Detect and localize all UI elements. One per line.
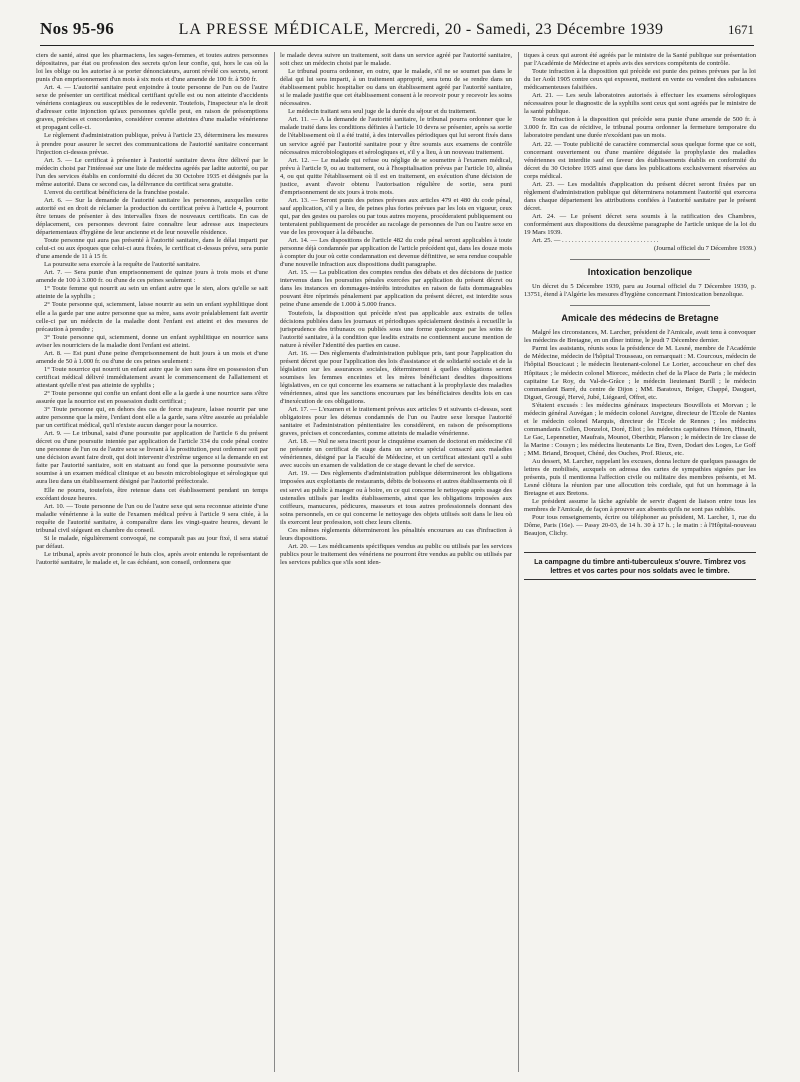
paragraph: Art. 12. — Le malade qui refuse ou néglige de se soumettre à l'examen médical, prévu à l'article 9, ou au traitement, ou à l'hospitalisation prévus par l'article 10, alinéa 4, ou qui quitte l'établissement où il est en traitement, en exécution d'une décision de justice, avant d'avoir obtenu l'autorisation régulière de sortie, sera puni d'emprisonnement de six jours à trois mois.: [280, 156, 512, 196]
paragraph: 2° Toute personne qui confie un enfant dont elle a la garde à une nourrice sans s'être assurée que la nourrice est en possession dudit certificat ;: [36, 389, 268, 406]
paragraph: Un décret du 5 Décembre 1939, paru au Journal officiel du 7 Décembre 1939, p. 13751, étend à l'Algérie les mesures d'hygiène concernant l'intoxication benzolique.: [524, 283, 756, 299]
column-1: [36, 52, 268, 1074]
column-3: [524, 52, 756, 1074]
section-rule: [570, 259, 709, 260]
paragraph: Art. 11. — A la demande de l'autorité sanitaire, le tribunal pourra ordonner que le malade traité dans les conditions définies à l'article 10 devra se présenter, après sa sortie de l'établissement où il a été traité, à des intervalles périodiques qui lui seront fixés dans un service agréé par l'autorité sanitaire pour y être soumis aux examens de contrôle nécessaires microbiologiques et sérologiques et, s'il y a lieu, à un nouveau traitement.: [280, 116, 512, 156]
paragraph: Art. 9. — Le tribunal, saisi d'une poursuite par application de l'article 6 du présent décret ou d'une poursuite intentée par application de l'article 334 du code pénal contre une personne de l'un ou de l'autre sexe se livrant à la prostitution, peut ordonner soit par une décision avant faire droit, qui doit intervenir d'extrême urgence si la demande en est faite par l'autorité sanitaire, soit en statuant au fond que la personne poursuivie sera soumise à un examen médical clinique et au besoin microbiologique et sérologique qui aura lieu dans un établissement désigné par l'autorité préfectorale.: [36, 430, 268, 486]
paragraph: Le président assume la tâche agréable de servir d'agent de liaison entre tous les membres de l'Amicale, de façon à prouver aux absents qu'ils ne sont pas oubliés.: [524, 498, 756, 514]
paragraph: Art. 18. — Nul ne sera inscrit pour le cinquième examen de doctorat en médecine s'il ne présente un certificat de stage dans un service spécial consacré aux maladies vénériennes, désigné par la Faculté de Médecine, et un certificat attestant qu'il a subi avec succès un examen de validation de ce stage devant le chef de service.: [280, 438, 512, 470]
paragraph: Au dessert, M. Larcher, rappelant les excuses, donna lecture de quelques passages de lettres de mobilisés, auxquels on adressa des cartes de sympathies signées par les présents, puis il mentionna l'affection civile ou militaire des membres présents, et M. Lesné clôtura la réunion par une allocution très cordiale, qui fut un hommage à la Bretagne et aux Bretons.: [524, 458, 756, 498]
paragraph: Art. 20. — Les médicaments spécifiques vendus au public ou utilisés par les services publics pour le traitement des vénériens ne pourront être vendus au public ou utilisés par les services publics que s'ils sont iden-: [280, 542, 512, 566]
paragraph: Art. 19. — Des règlements d'administration publique détermineront les obligations imposées aux exploitants de restaurants, débits de boissons et autres établissements où il est servi au public à manger ou à boire, en ce qui concerne le nettoyage après usage des ustensiles utilisés par lesdits établissements, ainsi que les obligations imposées aux coiffeurs, manucures, pédicures, masseurs et tous autres professionnels donnant des soins personnels, en ce qui concerne le nettoyage des objets utilisés soit dans le lieu où ils exercent leur profession, soit chez leurs clients.: [280, 470, 512, 526]
paragraph: Art. 21. — Les seuls laboratoires autorisés à effectuer les examens sérologiques nécessaires pour le diagnostic de la syphilis sont ceux qui sont agréés par le ministre de la santé publique.: [524, 92, 756, 116]
section-benzol-body: [524, 283, 756, 299]
paragraph: (Journal officiel du 7 Décembre 1939.): [653, 245, 756, 253]
journal-name: LA PRESSE MÉDICALE,: [178, 21, 370, 38]
paragraph: Si le malade, régulièrement convoqué, ne comparaît pas au jour fixé, il sera statué par défaut.: [36, 534, 268, 550]
paragraph: Art. 8. — Est puni d'une peine d'emprisonnement de huit jours à un mois et d'une amende de 50 à 1.000 fr. ou d'une de ces peines seulement :: [36, 349, 268, 365]
paragraph: Le tribunal pourra ordonner, en outre, que le malade, s'il ne se soumet pas dans le délai qui lui sera imparti, à un traitement approprié, sera tenu de se rendre dans un établissement public hospitalier ou dans un établissement agréé par l'autorité sanitaire, si le malade justifie que cet établissement consent à le recevoir pour y recevoir les soins nécessaires.: [280, 68, 512, 108]
paragraph: 1° Toute femme qui nourrit au sein un enfant autre que le sien, alors qu'elle se sait atteinte de la syphilis ;: [36, 285, 268, 301]
paragraph: 2° Toute personne qui, sciemment, laisse nourrir au sein un enfant syphilitique dont elle a la garde par une autre personne que sa mère, sans avoir préalablement fait avertir celle-ci par un médecin de la maladie dont l'enfant est atteint et des mesures de précaution à prendre ;: [36, 301, 268, 333]
paragraph: ciers de santé, ainsi que les pharmaciens, les sages-femmes, et toutes autres personnes dépositaires, par état ou profession des secrets qu'on leur confie, qui, hors le cas où la loi les oblige ou les autorise à se porter dénonciateurs, auront révélé ces secrets, seront punis d'un emprisonnement d'un mois à six mois et d'une amende de 100 fr. à 500 fr.: [36, 52, 268, 84]
paragraph: Elle ne pourra, toutefois, être retenue dans cet établissement pendant un temps excédant douze heures.: [36, 486, 268, 502]
section-title-benzol: Intoxication benzolique: [587, 267, 693, 278]
paragraph: Art. 16. — Des règlements d'administration publique pris, tant pour l'application du présent décret que pour l'application des lois d'assistance et de solidarité sociale et de la législation sur les assurances sociales, détermineront à quelles obligations seront soumises les femmes enceintes et les mères bénéficiant desdites dispositions législatives, en ce qui concerne les examens se rattachant à la prophylaxie des maladies vénériennes, ainsi que les sanctions encourues par les bénéficiaires desdits lois en cas d'inexécution de ces obligations.: [280, 349, 512, 406]
article-columns: [36, 52, 756, 1074]
paragraph: La poursuite sera exercée à la requête de l'autorité sanitaire.: [44, 261, 201, 269]
section-title-amicale: Amicale des médecins de Bretagne: [561, 313, 719, 324]
paragraph: Le tribunal, après avoir prononcé le huis clos, après avoir entendu le représentant de l'autorité sanitaire, le malade et, le cas échéant, son conseil, ordonnera que: [36, 550, 268, 566]
paragraph: Art. 13. — Seront punis des peines prévues aux articles 479 et 480 du code pénal, sauf application, s'il y a lieu, de peines plus fortes prévues par les lois en vigueur, ceux qui, par des gestes ou paroles ou par tous autres moyens, procéderaient publiquement ou tenteraient publiquement de procéder au racolage de personnes de l'un ou l'autre sexe en vue de les provoquer à la débauche.: [280, 196, 512, 237]
paragraph: Pour tous renseignements, écrire ou téléphoner au président, M. Larcher, 1, rue du Dôme, Paris (16e). — Passy 20-03, de 14 h. 30 à 17 h. ; le matin : à l'Hôpital-nouveau Beaujon, Clichy.: [524, 514, 756, 538]
paragraph: Art. 6. — Sur la demande de l'autorité sanitaire les personnes, auxquelles cette autorité est en droit de réclamer la production du certificat prévu à l'article 4, pourront être tenues de présenter à des intervalles fixes de nouveaux certificats. En cas de déplacement, ces personnes devront faire connaître leur adresse aux inspecteurs départementaux d'hygiène de leur ancienne et de leur nouvelle résidence.: [36, 196, 268, 237]
issue-number: Nos 95-96: [40, 19, 115, 38]
paragraph: Art. 15. — La publication des comptes rendus des débats et des décisions de justice intervenus dans les poursuites pénales exercées par application du présent décret ou dans les instances en dommages-intérêts introduites en raison de faits dommageables pouvant être réprimés pénalement par application du présent décret, est interdite sous peine d'une amende de 1.000 à 5.000 francs.: [280, 269, 512, 309]
column-2: [280, 52, 512, 1074]
paragraph: le malade devra suivre un traitement, soit dans un service agréé par l'autorité sanitaire, soit chez un médecin choisi par le malade.: [280, 52, 512, 68]
paragraph: Art. 22. — Toute publicité de caractère commercial sous quelque forme que ce soit, concernant ouvertement ou d'une manière déguisée la prophylaxie des maladies vénériennes est interdite sauf en faveur des établissements établis en conformité du décret du 30 Octobre 1935 ainsi que dans les publications exclusivement réservées au corps médical.: [524, 140, 756, 180]
paragraph: 3° Toute personne qui, en dehors des cas de force majeure, laisse nourrir par une autre personne que la mère, l'enfant dont elle a la garde, sans s'être assurée au préalable par un certificat médical, qu'il n'existe aucun danger pour la nourrice.: [36, 406, 268, 430]
paragraph: Toute infraction à la disposition qui précède sera punie d'une amende de 500 fr. à 3.000 fr. En cas de récidive, le tribunal pourra ordonner la fermeture temporaire du laboratoire pendant une durée n'excédant pas un mois.: [524, 116, 756, 140]
paragraph: Parmi les assistants, réunis sous la présidence de M. Lesné, membre de l'Académie de Médecine, médecin de l'hôpital Trousseau, on remarquait : M. Courcoux, médecin de l'hôpital Boucicaut ; le médecin lieutenant-colonel Le Lorier, accoucheur en chef des Hôpitaux ; le médecin colonel Miorcec, médecin chef de la Place de Paris ; le médecin capitaine Le Roy, du Val-de-Grâce ; le médecin lieutenant Burill ; le médecin commandant Barré, du centre de Dijon ; MM. Baratoux, Bréger, Chappé, Dauguet, Diguet, Grougé, Hervé, Jubé, Liégeard, Offret, etc.: [524, 345, 756, 401]
paragraph: Art. 14. — Les dispositions de l'article 482 du code pénal seront applicables à toute personne déjà condamnée par application de l'article précédent qui, dans les douze mois à compter du jour où cette condamnation est devenue définitive, se sera rendue coupable d'une nouvelle infraction aux dispositions dudit paragraphe.: [280, 237, 512, 269]
paragraph: 1° Toute nourrice qui nourrit un enfant autre que le sien sans être en possession d'un certificat médical délivré immédiatement avant le commencement de l'allaitement et attestant qu'elle n'est pas atteinte de syphilis ;: [36, 365, 268, 389]
page-header: [40, 19, 754, 46]
paragraph: Art. 5. — Le certificat à présenter à l'autorité sanitaire devra être délivré par le médecin choisi par l'intéressé sur une liste de médecins agréés par ladite autorité, ou par l'un des services établis en conformité du décret du 30 Octobre 1935 et désignés par la même autorité. Dans ce second cas, la délivrance du certificat sera gratuite.: [36, 156, 268, 188]
paragraph: Art. 24. — Le présent décret sera soumis à la ratification des Chambres, conformément aux dispositions du deuxième paragraphe de l'article unique de la loi du 19 Mars 1939.: [524, 212, 756, 237]
paragraph: tiques à ceux qui auront été agréés par le ministre de la Santé publique sur présentation par l'Académie de Médecine et après avis des services compétents de contrôle.: [524, 52, 756, 68]
paragraph: 3° Toute personne qui, sciemment, donne un enfant syphilitique en nourrice sans aviser les nourriciers de la maladie dont l'enfant est atteint.: [36, 333, 268, 349]
section-rule: [570, 305, 709, 306]
section-amicale-body: [524, 329, 756, 538]
column-divider: [518, 52, 519, 1072]
decree-continuation: [524, 52, 756, 253]
paragraph: Toute infraction à la disposition qui précède est punie des peines prévues par la loi du 1er Août 1905 contre ceux qui exposent, mettent en vente ou vendent des substances médicamenteuses falsifiées.: [524, 68, 756, 92]
paragraph: Le règlement d'administration publique, prévu à l'article 23, déterminera les mesures à prendre pour assurer le secret des communications de l'autorité sanitaire concernant l'injection ci-dessus prévue.: [36, 132, 268, 156]
paragraph: Art. 17. — L'examen et le traitement prévus aux articles 9 et suivants ci-dessus, sont obligatoires pour les détenus condamnés de l'un ou l'autre sexe lorsque l'autorité sanitaire et l'administration pénitentiaire les considèrent, en raison de présomptions graves, précises et concordantes, comme atteints de maladie vénérienne.: [280, 406, 512, 438]
paragraph: Art. 7. — Sera punie d'un emprisonnement de quinze jours à trois mois et d'une amende de 100 à 3.000 fr. ou d'une de ces peines seulement :: [36, 269, 268, 285]
paragraph: Ces mêmes règlements détermineront les pénalités encourues au cas d'infraction à leurs dispositions.: [280, 526, 512, 542]
paragraph: Toute personne qui aura pas présenté à l'autorité sanitaire, dans le délai imparti par celui-ci ou aux époques que celui-ci aura fixées, le certificat ci-dessus prévu, sera punie d'une amende de 11 à 15 fr.: [36, 237, 268, 261]
paragraph: Le médecin traitant sera seul juge de la durée du séjour et du traitement.: [288, 108, 477, 116]
paragraph: L'envoi du certificat bénéficiera de la franchise postale.: [44, 188, 190, 196]
paragraph: Art. 10. — Toute personne de l'un ou de l'autre sexe qui sera reconnue atteinte d'une maladie vénérienne à la suite de l'examen médical prévu à l'article 9 sera citée, à la requête de l'autorité sanitaire, à comparaître dans les vingt-quatre heures, devant le tribunal civil siégeant en chambre du conseil.: [36, 502, 268, 534]
paragraph: Art. 25. — . . . . . . . . . . . . . . . . . . . . . . . . . . . . . .: [532, 237, 659, 245]
paragraph: Toutefois, la disposition qui précède n'est pas applicable aux extraits de telles décisions publiées dans les journaux et périodiques spécialement destinés à recueillir la jurisprudence des tribunaux ou publiés sous une forme quelconque par les soins de l'autorité sanitaire, à la condition que lesdits extraits ne contiennent aucune mention de nature à révéler l'identité des parties en cause.: [280, 309, 512, 349]
paragraph: Art. 4. — L'autorité sanitaire peut enjoindre à toute personne de l'un ou de l'autre sexe de présenter un certificat médical certifiant qu'elle est ou non atteinte d'accidents vénériens contagieux ou susceptibles de le redevenir. Toutefois, l'inspecteur n'a le droit d'adresser cette injonction qu'aux personnes qu'elle peut, en raison de présomptions graves, précises et concordantes, considérer comme atteintes d'une maladie vénérienne et propagant celle-ci.: [36, 84, 268, 132]
issue-date: Mercredi, 20 - Samedi, 23 Décembre 1939: [374, 21, 664, 38]
stamp-campaign-notice: La campagne du timbre anti-tuberculeux s'ouvre. Timbrez vos lettres et vos cartes pour nos soldats avec le timbre.: [524, 552, 756, 580]
paragraph: S'étaient excusés : les médecins généraux inspecteurs Bouvillois et Morvan ; le médecin général Auvégan ; le médecin colonel Auvigne, directeur de l'Ecole de Nantes et le médecin colonel Marquis, directeur de l'Ecole de Rennes ; les médecins commandants Collen, Donzelot, Doré, Eliot ; les médecins capitaines Hémon, Hinault, Le Gac, Lepennetier, Maufrais, Mounot, Oberthür, Planson ; le médecin de 1re classe de la Marine : Cousyn ; les médecins lieutenants Le Bra, Even, Dodart des Loges, Le Goff ; MM. Briand, Broquet, Chéné, des Ouches, Prof. Rieux, etc.: [524, 401, 756, 457]
paragraph: Malgré les circonstances, M. Larcher, président de l'Amicale, avait tenu à convoquer les médecins de Bretagne, en un dîner intime, le jeudi 7 Décembre dernier.: [524, 329, 756, 345]
journal-title-line: [179, 21, 664, 39]
paragraph: Art. 23. — Les modalités d'application du présent décret seront fixées par un règlement d'administration publique qui déterminera notamment l'autorité qui exercera dans chaque département les attributions confiées à l'autorité sanitaire par le présent décret.: [524, 180, 756, 212]
column-divider: [274, 52, 275, 1072]
page-number: 1671: [727, 22, 754, 37]
